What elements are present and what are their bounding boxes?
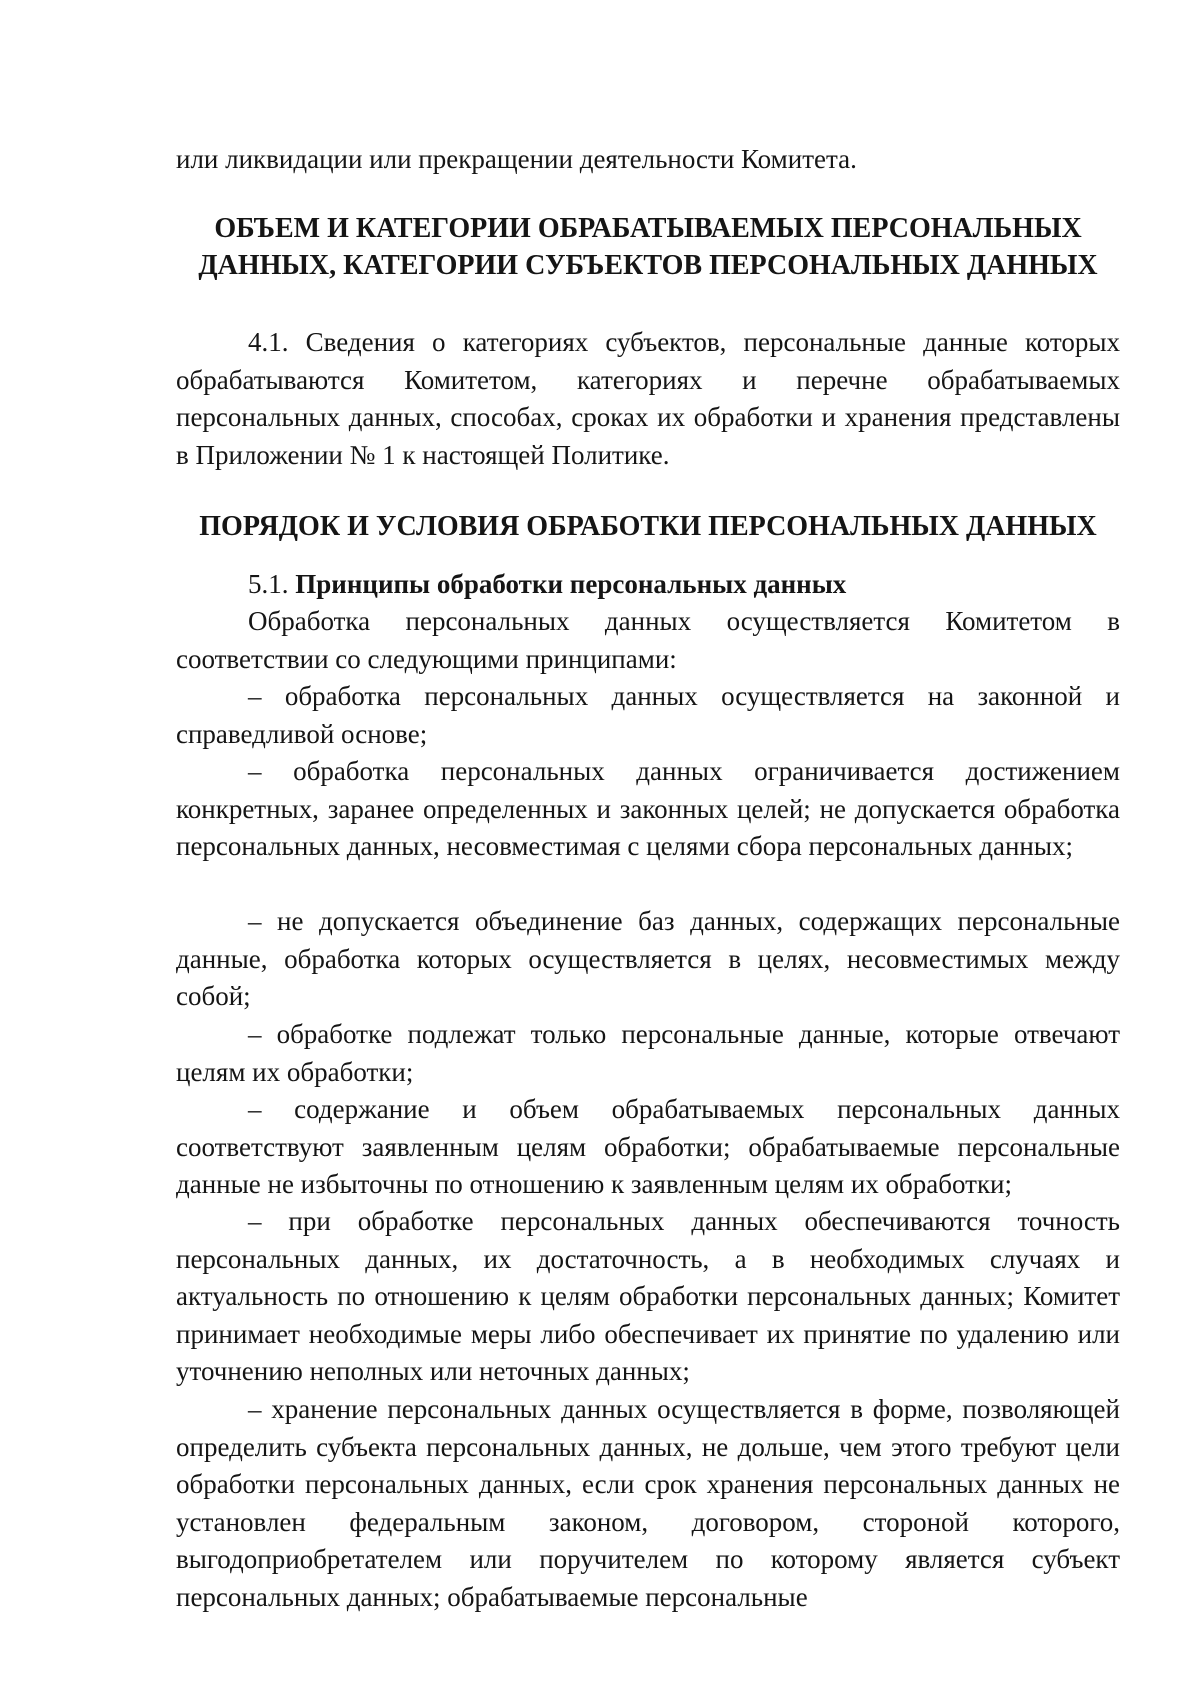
principle-item: – при обработке персональных данных обеспечиваются точность персональных данных, их достаточность, а в необходимых случаях и актуальность по отношению к целям обработки персональных данных; Комитет принимает необходимые меры либо обеспечивает их принятие по удалению или уточнению неполных или неточных данных; xyxy=(176,1206,1120,1386)
section-4-heading-line-1: ОБЪЕМ И КАТЕГОРИИ ОБРАБАТЫВАЕМЫХ ПЕРСОНАЛЬНЫХ xyxy=(214,213,1082,244)
continuation-text: или ликвидации или прекращении деятельности Комитета. xyxy=(176,144,857,174)
subsection-5-1-title xyxy=(176,566,1120,604)
principle-item: – обработка персональных данных ограничивается достижением конкретных, заранее определенных и законных целей; не допускается обработка персональных данных, несовместимая с целями сбора персональных данных; xyxy=(176,756,1120,861)
principle-item: – не допускается объединение баз данных, содержащих персональные данные, обработка которых осуществляется в целях, несовместимых между собой; xyxy=(176,906,1120,1011)
principle-item: – обработке подлежат только персональные данные, которые отвечают целям их обработки; xyxy=(176,1019,1120,1087)
principles-intro: Обработка персональных данных осуществляется Комитетом в соответствии со следующими принципами: xyxy=(176,606,1120,674)
subsection-number: 5.1. xyxy=(248,569,289,599)
subsection-title: Принципы обработки персональных данных xyxy=(295,569,847,599)
principle-item: – хранение персональных данных осуществляется в форме, позволяющей определить субъекта персональных данных, не дольше, чем этого требуют цели обработки персональных данных, если срок хранения персональных данных не установлен федеральным законом, договором, стороной которого, выгодоприобретателем или поручителем по которому является субъект персональных данных; обрабатываемые персональные xyxy=(176,1394,1120,1612)
principle-item: – содержание и объем обрабатываемых персональных данных соответствуют заявленным целям обработки; обрабатываемые персональные данные не избыточны по отношению к заявленным целям их обработки; xyxy=(176,1094,1120,1199)
paragraph-4-1: 4.1. Сведения о категориях субъектов, персональные данные которых обрабатываются Комитетом, категориях и перечне обрабатываемых персональных данных, способах, сроках их обработки и хранения представлены в Приложении № 1 к настоящей Политике. xyxy=(176,327,1120,470)
section-5-heading: ПОРЯДОК И УСЛОВИЯ ОБРАБОТКИ ПЕРСОНАЛЬНЫХ ДАННЫХ xyxy=(199,511,1097,542)
principle-item: – обработка персональных данных осуществляется на законной и справедливой основе; xyxy=(176,681,1120,749)
section-4-heading-line-2: ДАННЫХ, КАТЕГОРИИ СУБЪЕКТОВ ПЕРСОНАЛЬНЫХ ДАННЫХ xyxy=(198,250,1098,281)
